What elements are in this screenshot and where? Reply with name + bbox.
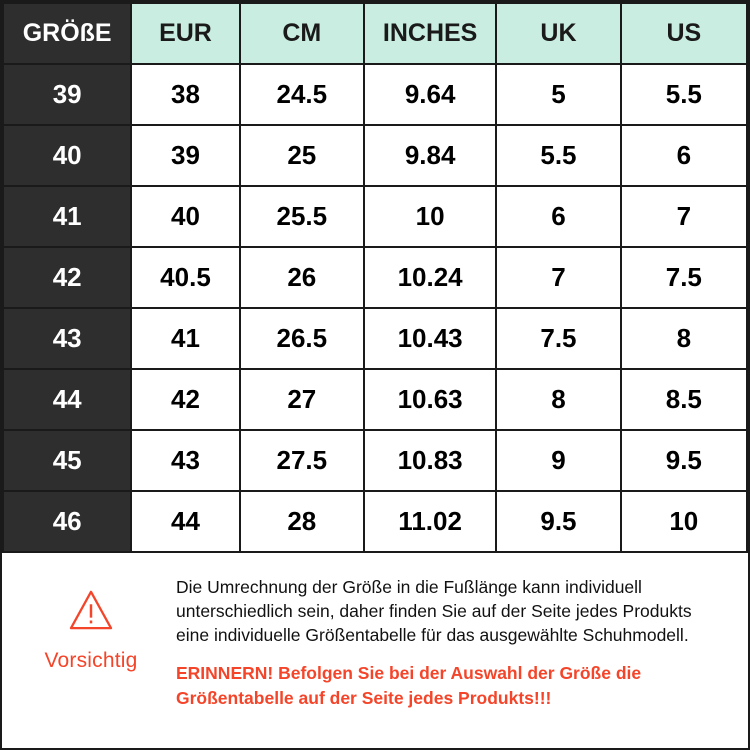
cell-cm: 25 — [240, 125, 364, 186]
cell-eur: 42 — [131, 369, 239, 430]
row-header-cell: 44 — [3, 369, 131, 430]
cell-inches: 11.02 — [364, 491, 496, 552]
note-section — [2, 553, 748, 748]
cell-cm: 26 — [240, 247, 364, 308]
table-row — [3, 186, 747, 247]
cell-eur: 44 — [131, 491, 239, 552]
note-paragraph: Die Umrechnung der Größe in die Fußlänge kann individuell unterschiedlich sein, daher finden Sie auf der Seite jedes Produkts eine individuelle Größentabelle für das ausgewählte Schuhmodell. — [176, 577, 692, 645]
row-header-cell: 45 — [3, 430, 131, 491]
table-row — [3, 430, 747, 491]
row-header-cell: 46 — [3, 491, 131, 552]
table-row — [3, 247, 747, 308]
cell-cm: 25.5 — [240, 186, 364, 247]
column-header-us: US — [621, 3, 747, 64]
cell-inches: 10.63 — [364, 369, 496, 430]
cell-us: 7 — [621, 186, 747, 247]
cell-uk: 9 — [496, 430, 620, 491]
cell-cm: 24.5 — [240, 64, 364, 125]
cell-us: 7.5 — [621, 247, 747, 308]
table-row — [3, 491, 747, 552]
cell-us: 9.5 — [621, 430, 747, 491]
table-body — [3, 64, 747, 552]
table-row — [3, 369, 747, 430]
cell-inches: 10.43 — [364, 308, 496, 369]
cell-uk: 7.5 — [496, 308, 620, 369]
cell-inches: 10.83 — [364, 430, 496, 491]
column-header-cm: CM — [240, 3, 364, 64]
row-header-cell: 42 — [3, 247, 131, 308]
warning-label: Vorsichtig — [44, 649, 138, 672]
cell-cm: 28 — [240, 491, 364, 552]
cell-uk: 6 — [496, 186, 620, 247]
cell-inches: 9.64 — [364, 64, 496, 125]
cell-inches: 10.24 — [364, 247, 496, 308]
note-text-block — [170, 567, 738, 711]
table-row — [3, 64, 747, 125]
cell-us: 10 — [621, 491, 747, 552]
warning-block — [12, 567, 170, 673]
cell-inches: 10 — [364, 186, 496, 247]
cell-uk: 5.5 — [496, 125, 620, 186]
cell-uk: 5 — [496, 64, 620, 125]
cell-eur: 43 — [131, 430, 239, 491]
row-header-cell: 39 — [3, 64, 131, 125]
cell-cm: 27.5 — [240, 430, 364, 491]
table-row — [3, 125, 747, 186]
row-header-cell: 43 — [3, 308, 131, 369]
warning-triangle-icon — [68, 589, 114, 631]
column-header-groesse: GRÖßE — [3, 3, 131, 64]
shoe-size-table — [2, 2, 748, 553]
cell-eur: 38 — [131, 64, 239, 125]
cell-us: 5.5 — [621, 64, 747, 125]
cell-us: 8 — [621, 308, 747, 369]
header-row — [3, 3, 747, 64]
row-header-cell: 40 — [3, 125, 131, 186]
row-header-cell: 41 — [3, 186, 131, 247]
column-header-inches: INCHES — [364, 3, 496, 64]
table-header — [3, 3, 747, 64]
cell-us: 8.5 — [621, 369, 747, 430]
cell-eur: 39 — [131, 125, 239, 186]
cell-uk: 8 — [496, 369, 620, 430]
column-header-uk: UK — [496, 3, 620, 64]
cell-uk: 7 — [496, 247, 620, 308]
note-emphasis: ERINNERN! Befolgen Sie bei der Auswahl der Größe die Größentabelle auf der Seite jedes Produkts!!! — [176, 663, 642, 708]
cell-eur: 40 — [131, 186, 239, 247]
cell-eur: 41 — [131, 308, 239, 369]
table-row — [3, 308, 747, 369]
cell-inches: 9.84 — [364, 125, 496, 186]
cell-cm: 27 — [240, 369, 364, 430]
cell-eur: 40.5 — [131, 247, 239, 308]
cell-cm: 26.5 — [240, 308, 364, 369]
cell-us: 6 — [621, 125, 747, 186]
column-header-eur: EUR — [131, 3, 239, 64]
cell-uk: 9.5 — [496, 491, 620, 552]
